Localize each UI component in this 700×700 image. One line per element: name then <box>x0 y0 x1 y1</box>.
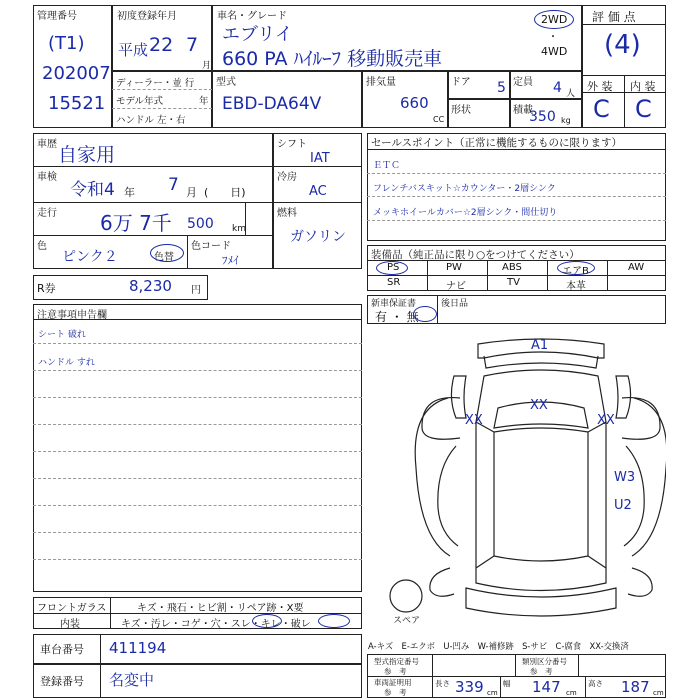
warranty-label: 新車保証書 <box>371 299 417 309</box>
sales-point-1: ＥＴＣ <box>373 161 401 171</box>
shift-label: シフト <box>277 139 307 150</box>
score-value: (4) <box>604 30 641 60</box>
cert-ref: 参 考 <box>384 688 407 697</box>
r-ticket-value: 8,230 <box>129 277 172 295</box>
registration-value: 名変中 <box>109 671 155 689</box>
warranty-none-circle <box>413 306 437 322</box>
mark-u2: U2 <box>614 498 632 513</box>
front-glass-options: キズ・飛石・ヒビ割・リペア跡・X要 <box>137 603 304 614</box>
mark-xx-roof: XX <box>530 398 548 413</box>
mileage-label: 走行 <box>37 208 57 219</box>
chassis-label: 車台番号 <box>40 643 84 656</box>
color-code-label: 色コード <box>191 241 231 252</box>
mark-xx-right: XX <box>597 413 615 428</box>
equip-leather: 本革 <box>566 281 586 292</box>
cc-unit: CC <box>433 115 445 124</box>
load-label: 積載 <box>513 105 533 116</box>
mgmt-num1: 202007 <box>42 63 111 84</box>
fuel-label: 燃料 <box>277 208 297 219</box>
front-glass-label: フロントガラス <box>37 603 107 614</box>
model-label: 型式 <box>216 77 236 88</box>
history-label: 車歴 <box>37 139 57 150</box>
height-label: 高さ <box>588 679 603 688</box>
color-value: ピンク２ <box>62 249 118 265</box>
equip-aw: AW <box>628 262 645 273</box>
reg-month: 7 <box>186 34 199 56</box>
drive-2wd: 2WD <box>541 13 568 26</box>
height-unit: cm <box>653 689 664 697</box>
sales-points-label: セールスポイント（正常に機能するものに限ります） <box>371 137 623 149</box>
width-value: 147 <box>532 678 561 696</box>
sales-point-3: メッキホイールカバー☆2層シンク・間仕切り <box>373 208 558 218</box>
equip-ps-circle <box>376 261 408 275</box>
reg-era: 平成 <box>118 41 149 59</box>
load-unit: kg <box>561 116 571 125</box>
type-spec-ref: 参 考 <box>384 667 407 676</box>
drive-2wd-circle <box>534 10 574 29</box>
width-label: 幅 <box>503 679 511 688</box>
daily-label: 後日品 <box>441 299 469 309</box>
damage-legend: A-キズ E-エクボ U-凹み W-補修跡 S-サビ C-腐食 XX-交換済 <box>368 641 629 651</box>
equip-sr: SR <box>387 277 401 288</box>
interior-scuff-circle <box>252 614 282 628</box>
type-spec-label: 型式指定番号 <box>374 657 419 666</box>
mgmt-code: (T1) <box>48 33 85 54</box>
cert-label: 車両証明用 <box>374 678 412 687</box>
r-ticket-box <box>33 275 208 300</box>
first-reg-label: 初度登録年月 <box>117 11 177 22</box>
inspection-era: 令和4 <box>70 180 115 200</box>
drive-dot: ・ <box>548 32 558 43</box>
chassis-value: 411194 <box>109 639 167 657</box>
mark-a1: A1 <box>531 338 549 353</box>
equip-abs: ABS <box>502 262 522 273</box>
interior-grade: C <box>635 95 652 123</box>
car-name: エブリイ <box>222 24 293 45</box>
exterior-label: 外 装 <box>587 80 613 93</box>
reg-year: 22 <box>149 34 174 56</box>
reg-month-unit: 月 <box>202 61 212 71</box>
ac-label: 冷房 <box>277 172 297 183</box>
car-grade: 660 PA ﾊｲﾙｰﾌ 移動販売車 <box>222 48 443 70</box>
sales-point-2: フレンチバスキット☆カウンター・2層シンク <box>373 184 556 194</box>
equip-tv: TV <box>507 277 520 288</box>
door-value: 5 <box>497 80 506 96</box>
km-unit: km <box>232 224 246 234</box>
notes-label: 注意事項申告欄 <box>37 310 107 321</box>
notes-box <box>33 304 362 592</box>
interior-tear-circle <box>318 614 350 628</box>
warranty-value: 有 ・ 無 <box>375 310 419 324</box>
drive-4wd: 4WD <box>541 45 568 58</box>
mgmt-num2: 15521 <box>48 93 106 114</box>
inspection-month: 7 <box>168 175 179 195</box>
equip-ps: PS <box>387 262 400 273</box>
equip-airbag-circle <box>557 261 595 275</box>
fuel-value: ガソリン <box>290 229 346 245</box>
inspection-month-unit: 月 <box>186 186 197 199</box>
mileage-value: 6万 7千 <box>100 211 172 235</box>
height-value: 187 <box>621 678 650 696</box>
r-ticket-unit: 円 <box>191 285 201 296</box>
model-year-unit: 年 <box>199 96 209 107</box>
equipment-label: 装備品（純正品に限り○をつけてください） <box>371 249 580 261</box>
load-value: 350 <box>529 109 556 125</box>
model-code: EBD-DA64V <box>222 94 322 114</box>
exterior-grade: C <box>593 95 610 123</box>
registration-label: 登録番号 <box>40 675 84 688</box>
score-label: 評 価 点 <box>592 10 636 24</box>
capacity-label: 定員 <box>513 77 533 88</box>
displacement-value: 660 <box>400 94 429 112</box>
shift-value: IAT <box>310 151 330 166</box>
mgmt-label: 管理番号 <box>37 11 77 22</box>
shape-label: 形状 <box>451 105 471 116</box>
color-change: 色替 <box>154 252 174 263</box>
spare-label: スペア <box>393 616 421 626</box>
r-ticket-label: R券 <box>37 282 56 295</box>
interior-glass-options: キズ・汚レ・コゲ・穴・スレ・キレ・破レ <box>121 619 311 630</box>
equip-airbag: エアB <box>562 266 589 277</box>
note-line-2: ハンドル すれ <box>38 358 95 368</box>
mark-w3: W3 <box>614 470 636 485</box>
displacement-label: 排気量 <box>366 77 396 88</box>
interior-label: 内 装 <box>630 80 656 93</box>
color-label: 色 <box>37 241 47 252</box>
history-value: 自家用 <box>58 144 116 166</box>
color-change-circle <box>150 244 184 262</box>
model-year-label: モデル年式 <box>116 96 164 107</box>
equip-navi: ナビ <box>446 281 466 292</box>
capacity-unit: 人 <box>566 89 576 99</box>
mileage-extra: 500 <box>187 216 214 232</box>
ac-value: AC <box>309 184 327 199</box>
length-value: 339 <box>455 678 484 696</box>
inspection-label: 車検 <box>37 172 57 183</box>
color-code-value: ﾌﾒｲ <box>222 254 239 267</box>
class-spec-label: 類別区分番号 <box>522 657 567 666</box>
door-label: ドア <box>451 77 471 88</box>
handle-label: ハンドル 左・右 <box>116 115 186 126</box>
interior-glass-label: 内装 <box>60 619 80 630</box>
length-label: 長さ <box>435 679 450 688</box>
inspection-year-unit: 年 <box>124 186 135 199</box>
inspection-day: ( 日) <box>204 186 246 199</box>
width-unit: cm <box>566 689 577 697</box>
car-name-label: 車名・グレード <box>217 11 287 22</box>
capacity-value: 4 <box>553 80 562 96</box>
length-unit: cm <box>487 689 498 697</box>
class-spec-ref: 参 考 <box>530 667 553 676</box>
mark-xx-left: XX <box>465 413 483 428</box>
equip-pw: PW <box>446 262 462 273</box>
note-line-1: シート 破れ <box>38 330 86 340</box>
dealer-label: ディーラー・並 行 <box>116 78 195 89</box>
